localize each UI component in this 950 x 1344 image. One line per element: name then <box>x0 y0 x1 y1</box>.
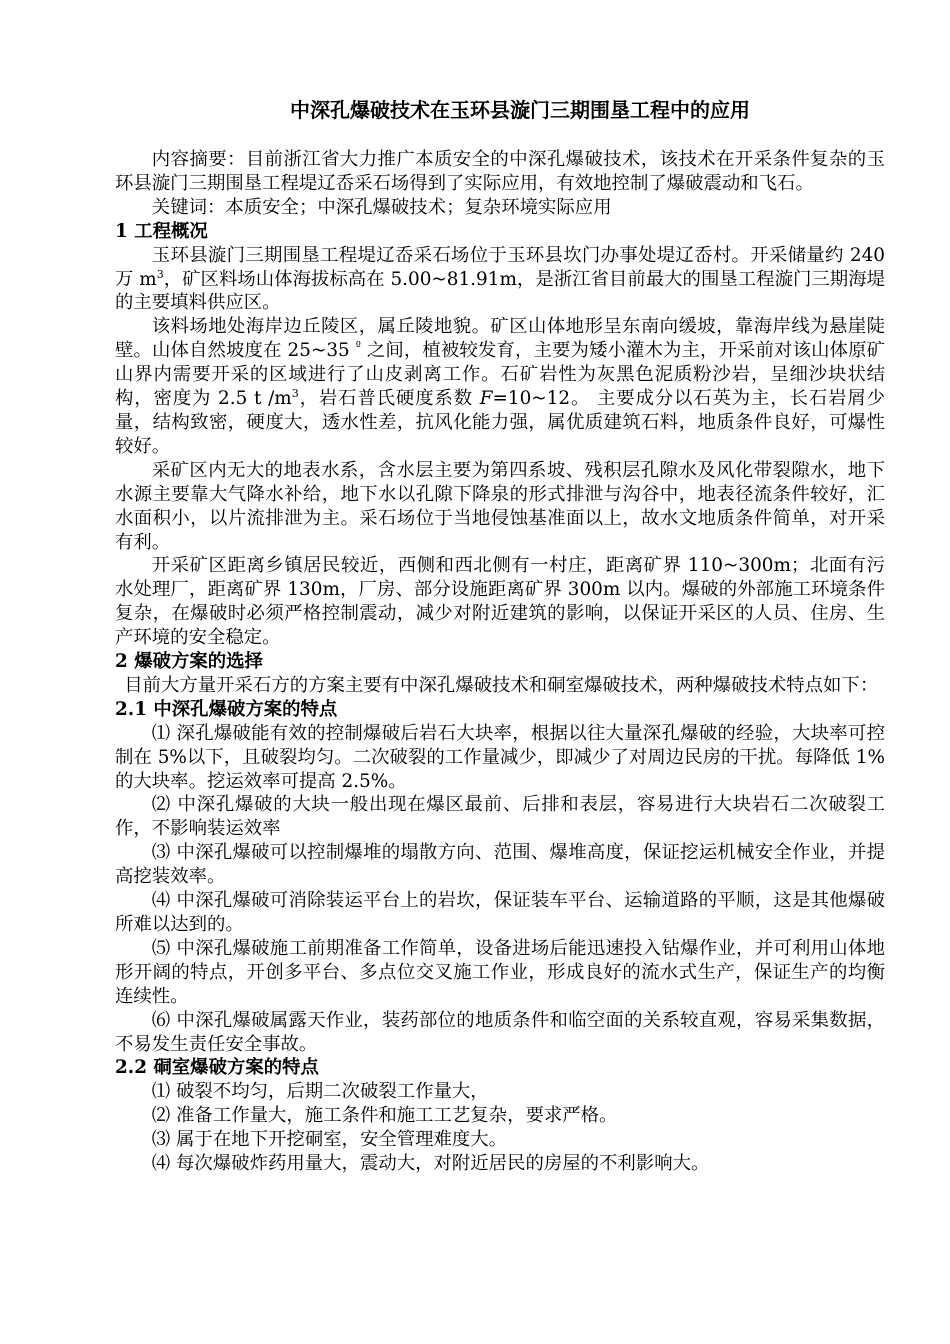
paragraph-text: ，矿区料场山体海拔标高在 5.00~81.91m，是浙江省目前最大的围垦工程漩门三期海堤的主要填料供应区。 <box>115 268 885 314</box>
paragraph-text: ，岩石普氏硬度系数 <box>298 388 480 410</box>
paragraph-text: 玉环县漩门三期围垦工程堤辽岙采石场位于玉环县坎门办事处堤辽岙村。开采储量约 240 万 m <box>115 244 885 290</box>
section-heading-2: 2 爆破方案的选择 <box>115 651 263 673</box>
paragraph-1-2 <box>115 315 885 458</box>
paragraph-text: 之间，植被较发育，主要为矮小灌木为主，开采前对该山体原矿山界内需要开采的区域进行了山皮剥离工作。石矿岩性为灰黑色泥质粉沙岩，呈细沙块状结构，密度为 2.5 t /m <box>115 340 885 410</box>
paragraph-1-3: 采矿区内无大的地表水系，含水层主要为第四系坡、残积层孔隙水及风化带裂隙水，地下水源主要靠大气降水补给，地下水以孔隙下降泉的形式排泄与沟谷中，地表径流条件较好，汇水面积小，以片流排泄为主。采石场位于当地侵蚀基准面以上，故水文地质条件简单，对开采有利。 <box>115 459 885 553</box>
keywords-text: 本质安全；中深孔爆破技术；复杂环境实际应用 <box>225 196 612 218</box>
document-body <box>115 148 885 1176</box>
section-heading-1: 1 工程概况 <box>115 220 208 242</box>
paragraph-1-1 <box>115 244 885 316</box>
abstract-paragraph <box>115 148 885 196</box>
paragraph-text: 该料场地处海岸边丘陵区，属丘陵地貌。矿区山体地形呈东南向缓坡，靠海岸线为悬崖陡壁。山体自然坡度在 25~35 <box>115 316 885 362</box>
list-item: ⑴ 深孔爆破能有效的控制爆破后岩石大块率，根据以往大量深孔爆破的经验，大块率可控制在 5%以下，且破裂均匀。二次破裂的工作量减少，即减少了对周边民房的干扰。每降低 1%的大块率。挖运效率可提高 2.5%。 <box>115 722 885 792</box>
abstract-label: 内容摘要： <box>151 149 246 170</box>
list-item: ⑵ 中深孔爆破的大块一般出现在爆区最前、后排和表层，容易进行大块岩石二次破裂工作，不影响装运效率 <box>115 794 885 840</box>
list-item: ⑴ 破裂不均匀，后期二次破裂工作量大， <box>151 1081 489 1103</box>
paragraph-1-4: 开采矿区距离乡镇居民较近，西侧和西北侧有一村庄，距离矿界 110~300m；北面有污水处理厂，距离矿界 130m，厂房、部分设施距离矿界 300m 以内。爆破的外部施工环境条件复杂，在爆破时必须严格控制震动，减少对附近建筑的影响，以保证开采区的人员、住房、生产环境的安全稳定。 <box>115 555 885 649</box>
abstract-text: 目前浙江省大力推广本质安全的中深孔爆破技术，该技术在开采条件复杂的玉环县漩门三期围垦工程堤辽岙采石场得到了实际应用，有效地控制了爆破震动和飞石。 <box>115 149 885 194</box>
degree-symbol: º <box>355 339 361 353</box>
document-title: 中深孔爆破技术在玉环县漩门三期围垦工程中的应用 <box>290 98 750 122</box>
list-item: ⑸ 中深孔爆破施工前期准备工作简单，设备进场后能迅速投入钻爆作业，并可利用山体地形开阔的特点，开创多平台、多点位交叉施工作业，形成良好的流水式生产，保证生产的均衡连续性。 <box>115 937 885 1007</box>
superscript: 3 <box>156 267 164 281</box>
list-item: ⑶ 中深孔爆破可以控制爆堆的塌散方向、范围、爆堆高度，保证挖运机械安全作业，并提高挖装效率。 <box>115 842 885 888</box>
superscript: 3 <box>291 386 299 400</box>
italic-variable: F <box>479 388 493 410</box>
paragraph-2-intro: 目前大方量开采石方的方案主要有中深孔爆破技术和硐室爆破技术，两种爆破技术特点如下： <box>124 674 879 696</box>
subsection-heading-2-1: 2.1 中深孔爆破方案的特点 <box>115 698 338 720</box>
keywords-label: 关键词： <box>151 196 226 218</box>
keywords-paragraph <box>115 196 885 220</box>
list-item: ⑹ 中深孔爆破属露天作业，装药部位的地质条件和临空面的关系较直观，容易采集数据，不易发生责任安全事故。 <box>115 1009 885 1055</box>
list-item: ⑶ 属于在地下开挖硐室，安全管理难度大。 <box>151 1129 508 1151</box>
paragraph-text: =10~12。 主要成分以石英为主，长石岩屑少量，结构致密，硬度大，透水性差，抗风化能力强，属优质建筑石料，地质条件良好，可爆性较好。 <box>115 388 886 457</box>
list-item: ⑷ 每次爆破炸药用量大，震动大，对附近居民的房屋的不利影响大。 <box>151 1153 710 1175</box>
list-item: ⑵ 准备工作量大，施工条件和施工工艺复杂，要求严格。 <box>151 1105 618 1127</box>
subsection-heading-2-2: 2.2 硐室爆破方案的特点 <box>115 1057 319 1079</box>
list-item: ⑷ 中深孔爆破可消除装运平台上的岩坎，保证装车平台、运输道路的平顺，这是其他爆破所难以达到的。 <box>115 890 885 935</box>
